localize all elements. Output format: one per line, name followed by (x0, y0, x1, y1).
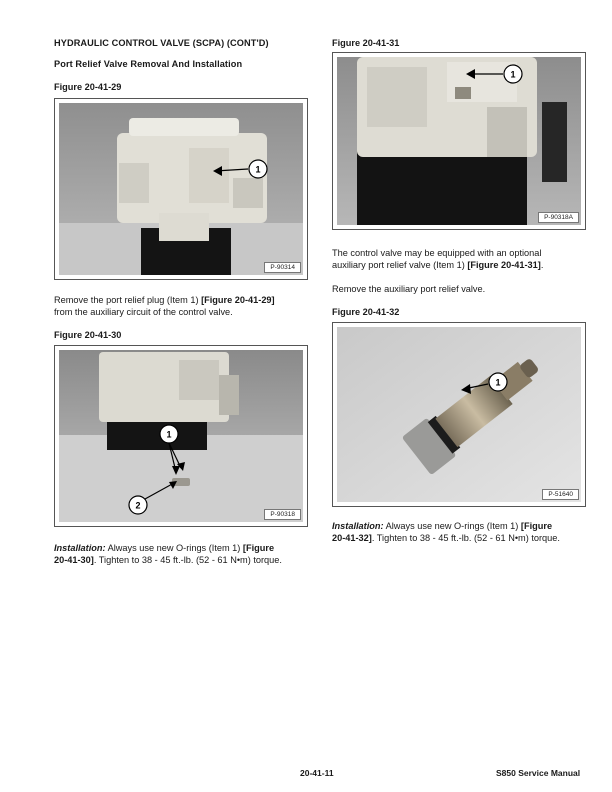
callout-1 (333, 53, 587, 231)
svg-text:1: 1 (166, 429, 172, 440)
figure-caption-31: Figure 20-41-31 (332, 38, 400, 48)
figure-20-41-31-photo (332, 52, 586, 230)
paragraph-remove-valve: Remove the auxiliary port relief valve. (332, 284, 486, 294)
callout-1 (55, 99, 309, 281)
figure-caption-32: Figure 20-41-32 (332, 307, 400, 317)
photo-id-label: P-51640 (542, 489, 579, 500)
installation-note-30: Installation: Always use new O-rings (Item 1) [Figure 20-41-30]. Tighten to 38 - 45 ft.-lb. (52 - 61 N•m) torque. (54, 543, 282, 566)
figure-caption-30: Figure 20-41-30 (54, 330, 122, 340)
figure-caption-29: Figure 20-41-29 (54, 82, 122, 92)
subsection-title: Port Relief Valve Removal And Installation (54, 59, 243, 69)
paragraph-remove-plug: Remove the port relief plug (Item 1) [Figure 20-41-29] from the auxiliary circuit of the control valve. (54, 295, 275, 318)
svg-text:1: 1 (255, 164, 261, 175)
paragraph-optional-valve: The control valve may be equipped with an optional auxiliary port relief valve (Item 1) [Figure 20-41-31]. (332, 248, 544, 271)
callouts-1-2 (55, 346, 309, 528)
photo-id-label: P-90318 (264, 509, 301, 520)
figure-20-41-32-photo (332, 322, 586, 507)
photo-id-label: P-90318A (538, 212, 579, 223)
figure-20-41-29-photo (54, 98, 308, 280)
installation-note-32: Installation: Always use new O-rings (Item 1) [Figure 20-41-32]. Tighten to 38 - 45 ft.-lb. (52 - 61 N•m) torque. (332, 521, 560, 544)
photo-id-label: P-90314 (264, 262, 301, 273)
svg-text:2: 2 (135, 500, 141, 511)
manual-title: S850 Service Manual (496, 768, 581, 778)
page-number: 20-41-11 (300, 768, 334, 778)
section-title: HYDRAULIC CONTROL VALVE (SCPA) (CONT'D) (54, 38, 269, 48)
svg-text:1: 1 (495, 377, 501, 388)
callout-1 (333, 323, 587, 508)
svg-text:1: 1 (510, 69, 516, 80)
figure-20-41-30-photo (54, 345, 308, 527)
